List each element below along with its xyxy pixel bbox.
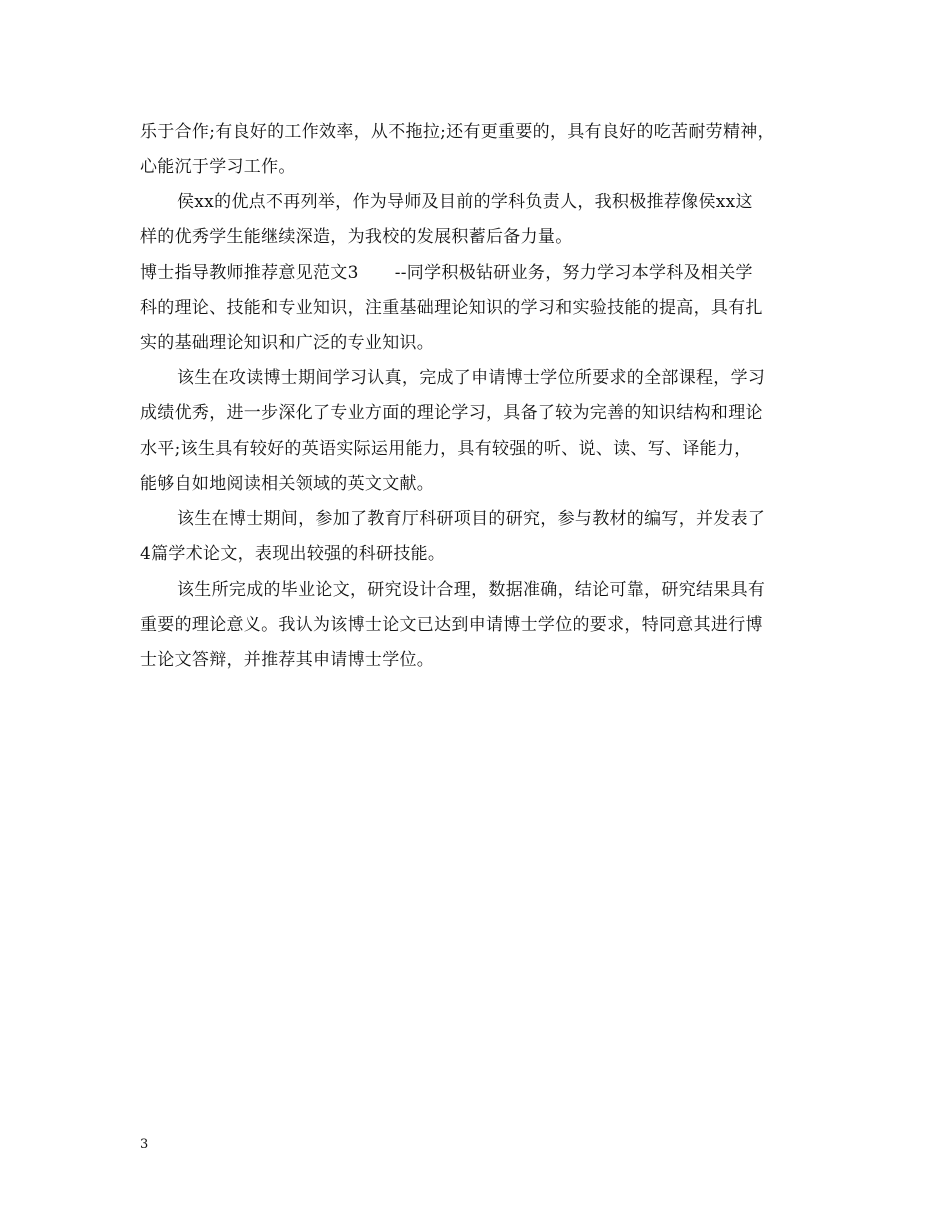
text-line: 该生在攻读博士期间学习认真，完成了申请博士学位所要求的全部课程，学习 xyxy=(177,368,766,388)
text-line: 乐于合作;有良好的工作效率，从不拖拉;还有更重要的，具有良好的吃苦耐劳精神， xyxy=(140,122,775,142)
section-heading-line xyxy=(140,263,753,283)
text-line: 心能沉于学习工作。 xyxy=(140,157,296,177)
text-line: 科的理论、技能和专业知识，注重基础理论知识的学习和实验技能的提高，具有扎 xyxy=(140,298,763,318)
text-line: 样的优秀学生能继续深造，为我校的发展积蓄后备力量。 xyxy=(140,227,573,247)
page-number: 3 xyxy=(140,1137,149,1152)
text-line: 士论文答辩，并推荐其申请博士学位。 xyxy=(140,650,435,670)
section-heading: 博士指导教师推荐意见范文3 xyxy=(140,263,359,283)
text-line: 成绩优秀，进一步深化了专业方面的理论学习，具备了较为完善的知识结构和理论 xyxy=(140,403,763,423)
text-line: 水平;该生具有较好的英语实际运用能力，具有较强的听、说、读、写、译能力， xyxy=(140,439,752,459)
text-line: 该生所完成的毕业论文，研究设计合理，数据准确，结论可靠，研究结果具有 xyxy=(177,580,766,600)
section-heading-continuation: --同学积极钻研业务，努力学习本学科及相关学 xyxy=(394,263,753,283)
text-line: 重要的理论意义。我认为该博士论文已达到申请博士学位的要求，特同意其进行博 xyxy=(140,615,763,635)
text-line: 侯xx的优点不再列举，作为导师及目前的学科负责人，我积极推荐像侯xx这 xyxy=(177,192,753,212)
text-line: 该生在博士期间，参加了教育厅科研项目的研究，参与教材的编写，并发表了 xyxy=(177,509,766,529)
text-line: 实的基础理论知识和广泛的专业知识。 xyxy=(140,333,435,353)
text-line: 4篇学术论文，表现出较强的科研技能。 xyxy=(140,544,446,564)
text-line: 能够自如地阅读相关领域的英文文献。 xyxy=(140,474,435,494)
